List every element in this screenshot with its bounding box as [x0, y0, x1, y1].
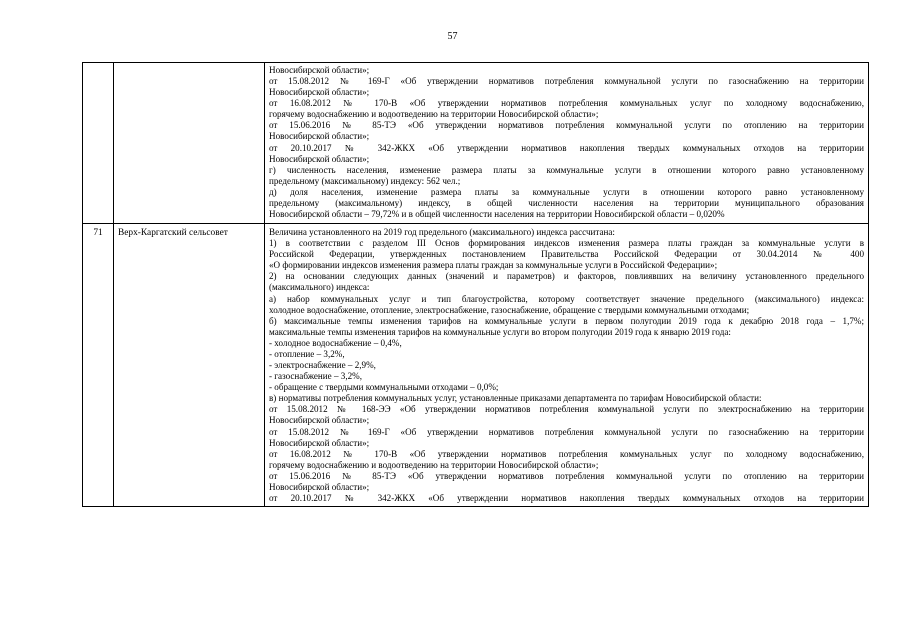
text-line: Новосибирской области»;	[269, 153, 370, 164]
text-line: Российской Федерации, утвержденных постановлением Правительства Российской Федерации от 30.04.2014 № 400	[269, 249, 864, 260]
text-line: максимальные темпы изменения тарифов на коммунальные услуги во втором полугодии 2019 года к январю 2019 года:	[269, 326, 731, 337]
text-line: от 15.06.2016 № 85-ТЭ «Об утверждении нормативов потребления коммунальной услуги по отоплению на территории	[269, 470, 864, 481]
text-line: Новосибирской области»;	[269, 437, 370, 448]
text-line: от 16.08.2012 № 170-В «Об утверждении нормативов потребления коммунальных услуг по холодному водоснабжению,	[269, 98, 864, 109]
text-line: предельному (максимальному) индексу: 562 чел.;	[269, 175, 461, 186]
table-row-71	[83, 224, 869, 507]
text-line: от 20.10.2017 № 342-ЖКХ «Об утверждении нормативов накопления твердых коммунальных отходов на территории	[269, 142, 864, 153]
text-line: от 15.06.2016 № 85-ТЭ «Об утверждении нормативов потребления коммунальной услуги по отоплению на территории	[269, 120, 864, 131]
row-number-cell: 71	[83, 224, 114, 507]
text-line: предельному (максимальному) индексу, в общей численности населения на территории муниципального образования	[269, 197, 864, 208]
text-line: от 15.08.2012 № 169-Г «Об утверждении нормативов потребления коммунальной услуги по газоснабжению на территории	[269, 76, 864, 87]
text-line: 1) в соответствии с разделом III Основ формирования индексов изменения размера платы граждан за коммунальные услуги в	[269, 238, 864, 249]
text-line: от 15.08.2012 № 168-ЭЭ «Об утверждении нормативов потребления коммунальной услуги по электроснабжению на территории	[269, 404, 864, 415]
text-line: б) максимальные темпы изменения тарифов на коммунальные услуги в первом полугодии 2019 года к декабрю 2018 года – 1,7%;	[269, 315, 864, 326]
text-line: «О формировании индексов изменения размера платы граждан за коммунальные услуги в Российской Федерации»;	[269, 260, 718, 271]
index-description-cell	[265, 224, 869, 507]
text-line: холодное водоснабжение, отопление, электроснабжение, газоснабжение, обращение с твердыми коммунальными отходами;	[269, 304, 750, 315]
text-line: - обращение с твердыми коммунальными отходами – 0,0%;	[269, 382, 499, 393]
text-line: от 16.08.2012 № 170-В «Об утверждении нормативов потребления коммунальных услуг по холодному водоснабжению,	[269, 448, 864, 459]
text-line: а) набор коммунальных услуг и тип благоустройства, которому соответствует значение предельного (максимального) индекса:	[269, 293, 864, 304]
text-line: (максимального) индекса:	[269, 282, 370, 293]
index-description-cell	[265, 63, 869, 224]
text-line: Новосибирской области»;	[269, 415, 370, 426]
text-line: в) нормативы потребления коммунальных услуг, установленные приказами департамента по тарифам Новосибирской области:	[269, 393, 762, 404]
municipality-name-cell	[114, 63, 265, 224]
text-line: горячему водоснабжению и водоотведению на территории Новосибирской области»;	[269, 109, 599, 120]
text-line: горячему водоснабжению и водоотведению на территории Новосибирской области»;	[269, 459, 599, 470]
text-line: Величина установленного на 2019 год предельного (максимального) индекса рассчитана:	[269, 227, 615, 238]
text-line: д) доля населения, изменение размера платы за коммунальные услуги в отношении которого равно установленному	[269, 186, 864, 197]
table-row-continuation	[83, 63, 869, 224]
text-line: 2) на основании следующих данных (значений и параметров) и факторов, повлиявших на величину установленного предельного	[269, 271, 864, 282]
text-line: г) численность населения, изменение размера платы за коммунальные услуги в отношении которого равно установленному	[269, 164, 864, 175]
text-line: от 15.08.2012 № 169-Г «Об утверждении нормативов потребления коммунальной услуги по газоснабжению на территории	[269, 426, 864, 437]
page-number: 57	[447, 31, 458, 42]
text-line: - отопление – 3,2%,	[269, 348, 345, 359]
text-line: Новосибирской области»;	[269, 87, 370, 98]
text-line: Новосибирской области»;	[269, 481, 370, 492]
text-line: - холодное водоснабжение – 0,4%,	[269, 337, 402, 348]
text-line: - электроснабжение – 2,9%,	[269, 360, 376, 371]
text-line: Новосибирской области»;	[269, 131, 370, 142]
tariff-index-table	[82, 62, 869, 507]
row-number-cell	[83, 63, 114, 224]
text-line: Новосибирской области – 79,72% и в общей численности населения на территории Новосибирской области – 0,020%	[269, 209, 725, 220]
municipality-name-cell: Верх-Каргатский сельсовет	[114, 224, 265, 507]
text-line: от 20.10.2017 № 342-ЖКХ «Об утверждении нормативов накопления твердых коммунальных отходов на территории	[269, 492, 864, 503]
text-line: Новосибирской области»;	[269, 65, 370, 75]
text-line: - газоснабжение – 3,2%,	[269, 371, 362, 382]
